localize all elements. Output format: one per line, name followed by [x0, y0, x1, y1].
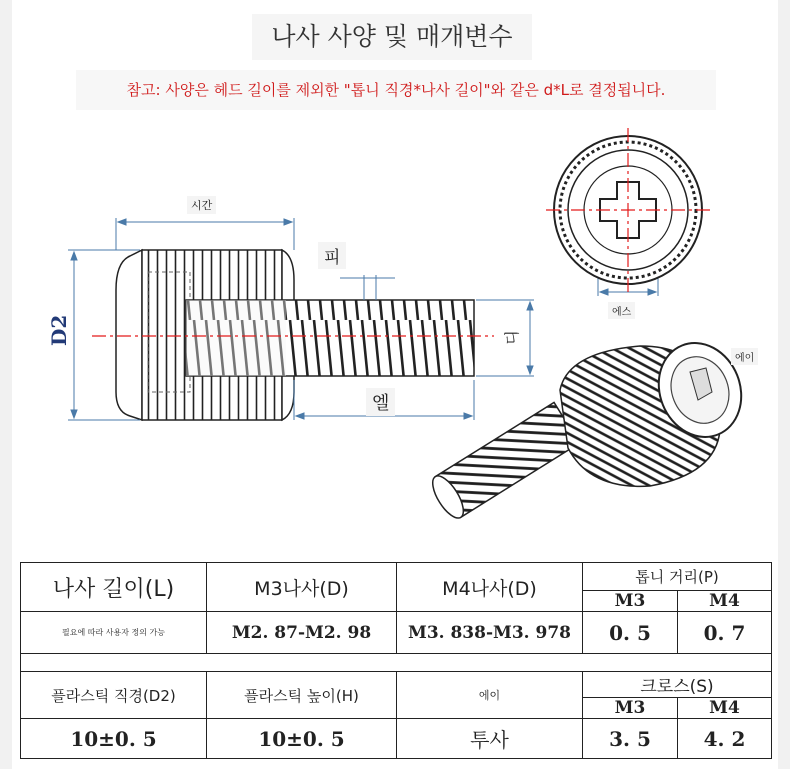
cross-m4-value: 4. 2	[678, 719, 772, 759]
cross-m3-value: 3. 5	[583, 719, 678, 759]
top-view	[546, 128, 710, 292]
page-title: 나사 사양 및 매개변수	[252, 14, 532, 60]
perspective-view	[427, 331, 755, 523]
cross-width-label: 에스	[608, 302, 635, 319]
pitch-label: 피	[318, 242, 346, 269]
cross-m4-label: M4	[678, 698, 772, 719]
length-label: 엘	[366, 388, 395, 416]
m3-value: M2. 87-M2. 98	[207, 612, 397, 654]
perspective-label: 에이	[731, 348, 758, 365]
d2-header: 플라스틱 직경(D2)	[21, 672, 207, 719]
pitch-m3-value: 0. 5	[583, 612, 678, 654]
pitch-header: 톱니 거리(P)	[583, 563, 772, 591]
spacer-row	[21, 654, 772, 672]
pitch-m3-label: M3	[583, 591, 678, 612]
h-value: 10±0. 5	[207, 719, 397, 759]
m4-header: M4나사(D)	[397, 563, 583, 612]
spec-table	[20, 562, 772, 759]
pitch-m4-value: 0. 7	[678, 612, 772, 654]
screw-drawing	[0, 112, 790, 552]
d2-value: 10±0. 5	[21, 719, 207, 759]
a-header: 에이	[397, 672, 583, 719]
cross-m3-label: M3	[583, 698, 678, 719]
side-view	[92, 250, 494, 420]
m4-value: M3. 838-M3. 978	[397, 612, 583, 654]
h-header: 플라스틱 높이(H)	[207, 672, 397, 719]
m3-header: M3나사(D)	[207, 563, 397, 612]
length-value: 필요에 따라 사용자 정의 가능	[21, 612, 207, 654]
pitch-m4-label: M4	[678, 591, 772, 612]
thread-diameter-label: 디	[502, 330, 521, 345]
spec-note: 참고: 사양은 헤드 길이를 제외한 "톱니 직경*나사 길이"와 같은 d*L로 결정됩니다.	[76, 70, 716, 110]
length-header: 나사 길이(L)	[21, 563, 207, 612]
head-length-label: 시간	[187, 196, 216, 214]
a-value: 투사	[397, 719, 583, 759]
cross-header: 크로스(S)	[583, 672, 772, 698]
d2-label: D2	[47, 314, 71, 346]
